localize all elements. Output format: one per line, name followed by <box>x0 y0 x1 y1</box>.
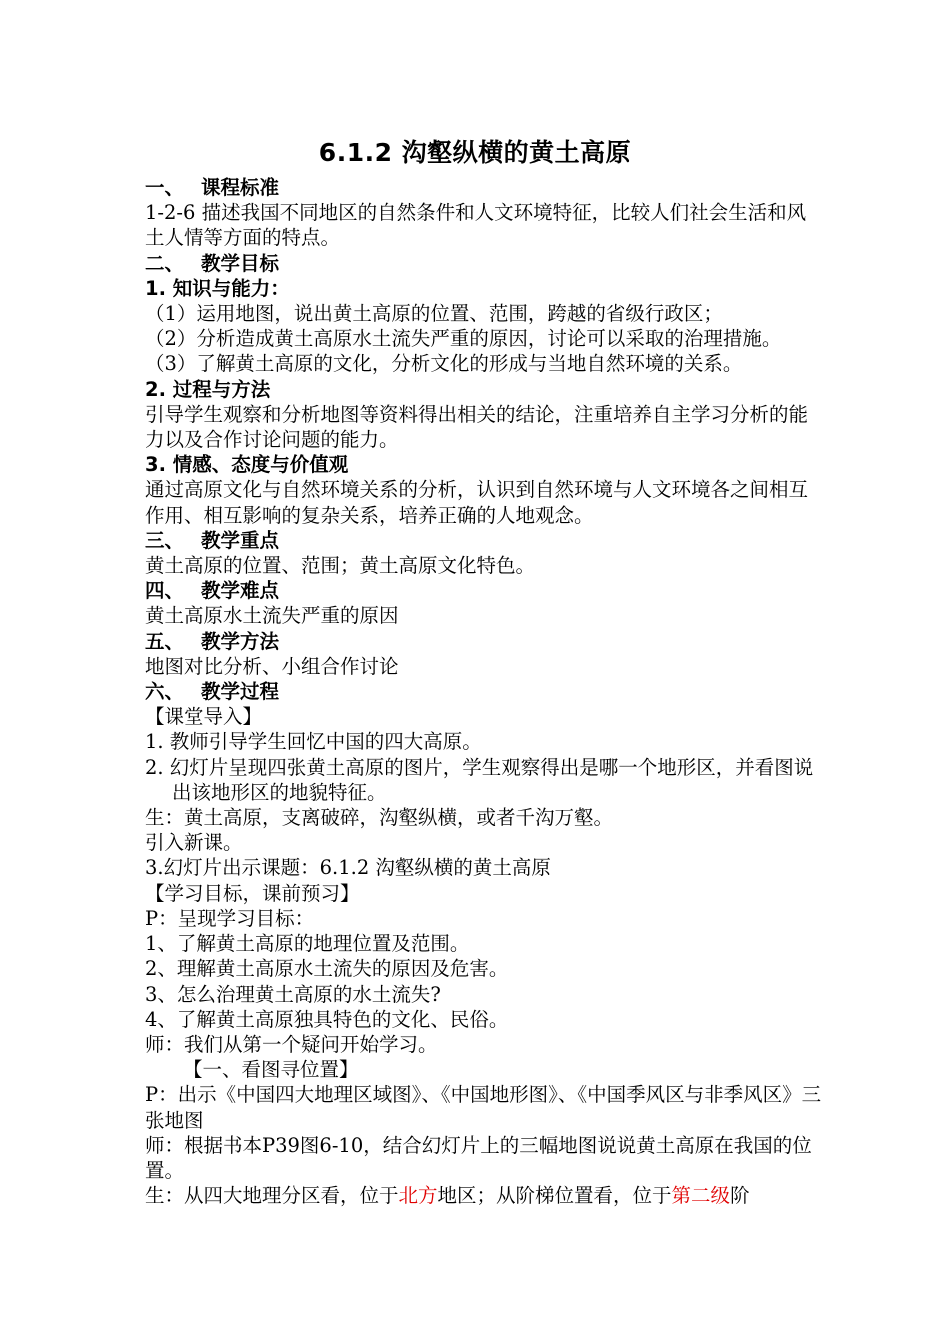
goal-item: 2、理解黄土高原水土流失的原因及危害。 <box>145 957 509 981</box>
section-heading: 四、 教学难点 <box>145 579 280 603</box>
paragraph: 黄土高原的位置、范围；黄土高原文化特色。 <box>145 554 536 578</box>
paragraph: 师：根据书本P39图6-10，结合幻灯片上的三幅地图说说黄土高原在我国的位置。 <box>145 1133 812 1182</box>
paragraph: 地图对比分析、小组合作讨论 <box>145 654 399 678</box>
section-heading: 五、 教学方法 <box>145 629 280 653</box>
paragraph: P：出示《中国四大地理区域图》、《中国地形图》、《中国季风区与非季风区》三张地图 <box>145 1083 822 1132</box>
paragraph: 通过高原文化与自然环境关系的分析，认识到自然环境与人文环境各之间相互作用、相互影响的复杂关系，培养正确的人地观念。 <box>145 478 809 527</box>
paragraph: 生：黄土高原，支离破碎，沟壑纵横，或者千沟万壑。 <box>145 806 614 830</box>
paragraph: 1-2-6 描述我国不同地区的自然条件和人文环境特征，比较人们社会生活和风土人情等方面的特点。 <box>145 201 807 250</box>
paragraph: 黄土高原水土流失严重的原因 <box>145 604 399 628</box>
list-item: （3）了解黄土高原的文化，分析文化的形成与当地自然环境的关系。 <box>145 352 743 376</box>
section-heading: 六、 教学过程 <box>145 680 280 704</box>
highlight-text: 第二级 <box>671 1184 731 1208</box>
paragraph: 生：从四大地理分区看，位于北方地区；从阶梯位置看，位于第二级阶 <box>145 1184 750 1208</box>
page-title: 6.1.2 沟壑纵横的黄土高原 <box>318 138 632 167</box>
highlight-text: 北方 <box>398 1184 438 1208</box>
subheading-bracket: 【一、看图寻位置】 <box>183 1058 359 1082</box>
list-item: （2）分析造成黄土高原水土流失严重的原因，讨论可以采取的治理措施。 <box>145 327 782 351</box>
section-heading: 三、 教学重点 <box>145 528 280 552</box>
list-item: 3.幻灯片出示课题：6.1.2 沟壑纵横的黄土高原 <box>145 856 551 880</box>
goal-item: 3、怎么治理黄土高原的水土流失? <box>145 982 441 1006</box>
list-item: （1）运用地图，说出黄土高原的位置、范围，跨越的省级行政区； <box>145 302 723 326</box>
section-heading: 二、 教学目标 <box>145 251 280 275</box>
paragraph: 引导学生观察和分析地图等资料得出相关的结论，注重培养自主学习分析的能力以及合作讨论问题的能力。 <box>145 402 809 452</box>
subsection-heading: 3. 情感、态度与价值观 <box>145 453 349 477</box>
subheading-bracket: 【学习目标，课前预习】 <box>145 881 360 905</box>
goal-item: 4、了解黄土高原独具特色的文化、民俗。 <box>145 1007 509 1031</box>
subsection-heading: 1. 知识与能力： <box>145 276 290 300</box>
subsection-heading: 2. 过程与方法 <box>145 377 271 401</box>
paragraph: 师：我们从第一个疑问开始学习。 <box>145 1032 438 1056</box>
section-heading: 一、 课程标准 <box>145 176 280 199</box>
goal-item: 1、了解黄土高原的地理位置及范围。 <box>145 932 470 956</box>
list-item: 2. 幻灯片呈现四张黄土高原的图片，学生观察得出是哪一个地形区，并看图说出该地形区的地貌特征。 <box>145 755 814 804</box>
document-body <box>145 175 825 1208</box>
paragraph: P：呈现学习目标： <box>145 906 315 930</box>
subheading-bracket: 【课堂导入】 <box>145 705 263 729</box>
list-item: 1. 教师引导学生回忆中国的四大高原。 <box>145 730 482 754</box>
paragraph: 引入新课。 <box>145 831 243 855</box>
